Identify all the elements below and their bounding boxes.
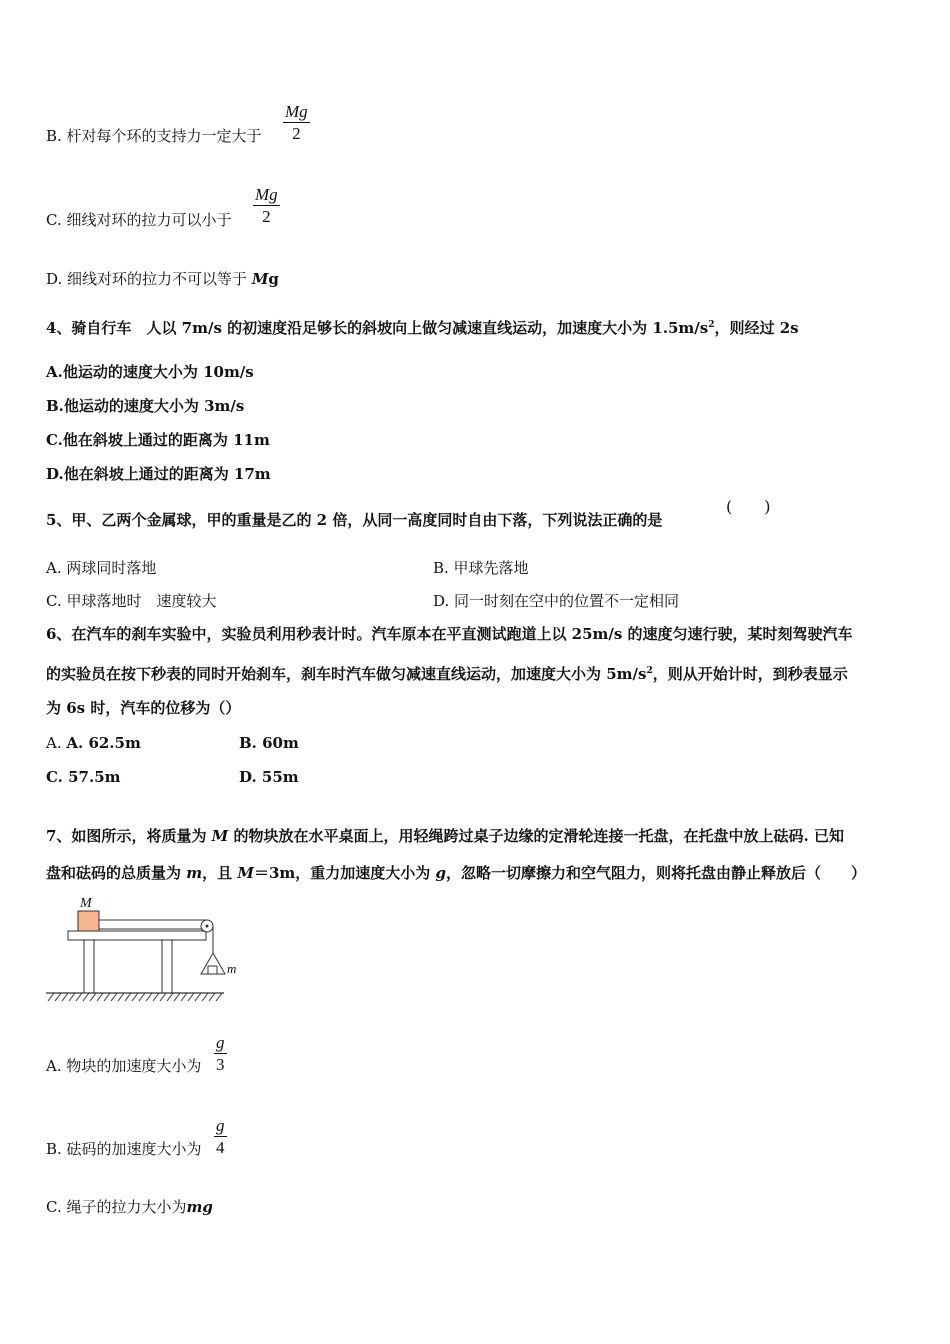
- q5-option-a: A. 两球同时落地: [46, 559, 157, 577]
- q4-stem-text: 4、骑自行车 人以 7m/s 的初速度沿足够长的斜坡向上做匀减速直线运动，加速度大小为 1.5m/s: [46, 319, 709, 337]
- q7-option-a-text: A. 物块的加速度大小为: [46, 1057, 202, 1075]
- fraction-denominator: 2: [292, 124, 301, 143]
- q3-option-b: [46, 126, 262, 146]
- q6-option-b-text: B. 60m: [239, 734, 299, 752]
- q7-stem2-var-m: m: [186, 864, 203, 882]
- q5-answer-paren: ( ): [726, 497, 771, 516]
- q3-option-d-var: M: [251, 270, 269, 288]
- q7-stem-var-M: M: [211, 827, 229, 845]
- q7-stem-text-a: 7、如图所示，将质量为: [46, 827, 212, 845]
- label-M: M: [80, 896, 92, 911]
- q7-stem2-var-M: M: [237, 864, 254, 882]
- fraction-numerator: Mg: [255, 185, 278, 204]
- q3-option-b-text: B. 杆对每个环的支持力一定大于: [46, 127, 262, 145]
- q6-stem-line2-sup: 2: [646, 666, 653, 676]
- q3-option-c-fraction: [253, 185, 280, 228]
- q6-option-d-text: D. 55m: [239, 768, 299, 786]
- q6-option-c: [46, 767, 121, 787]
- table-leg-right: [162, 940, 172, 993]
- fraction-denominator: 4: [216, 1138, 225, 1157]
- q7-stem-line2: [46, 863, 866, 883]
- q7-option-c-text: C. 绳子的拉力大小为: [46, 1198, 187, 1216]
- q5-option-d: D. 同一时刻在空中的位置不一定相同: [433, 592, 680, 610]
- weights: [208, 966, 217, 974]
- q4-option-c: C.他在斜坡上通过的距离为 11m: [46, 431, 270, 449]
- q7-stem2-text-c: ＝3m，重力加速度大小为: [253, 864, 436, 882]
- q4-option-d: D.他在斜坡上通过的距离为 17m: [46, 465, 271, 483]
- q4-option-b: B.他运动的速度大小为 3m/s: [46, 397, 245, 415]
- q6-option-c-text: C. 57.5m: [46, 768, 121, 786]
- q6-stem-line3: 为 6s 时，汽车的位移为（）: [46, 699, 241, 717]
- q5-option-c: C. 甲球落地时 速度较大: [46, 592, 217, 610]
- q7-figure: [44, 893, 254, 1009]
- q6-stem-line1: 6、在汽车的刹车实验中，实验员利用秒表计时。汽车原本在平直测试跑道上以 25m/s 的速度匀速行驶，某时刻驾驶汽车: [46, 625, 853, 643]
- q6-option-b: [239, 733, 299, 753]
- fraction-numerator: g: [216, 1033, 225, 1052]
- table-leg-left: [84, 940, 94, 993]
- q7-option-a-fraction: [214, 1033, 227, 1076]
- q5-stem-text: 5、甲、乙两个金属球，甲的重量是乙的 2 倍，从同一高度同时自由下落，下列说法正确的是: [46, 511, 663, 529]
- fraction-denominator: 3: [216, 1055, 225, 1074]
- fraction-numerator: g: [216, 1116, 225, 1135]
- q7-stem2-var-g: g: [435, 864, 446, 882]
- q3-option-d-text: D. 细线对环的拉力不可以等于: [46, 270, 248, 288]
- q4-stem: [46, 315, 799, 338]
- q7-table-pulley-diagram: [44, 893, 254, 1005]
- q7-option-c-tail: mg: [186, 1198, 213, 1216]
- fraction-denominator: 2: [262, 207, 271, 226]
- q5-stem: [46, 510, 662, 530]
- q3-option-c-text: C. 细线对环的拉力可以小于: [46, 211, 232, 229]
- q7-option-b-text: B. 砝码的加速度大小为: [46, 1140, 202, 1158]
- q6-stem-line2: [46, 661, 848, 684]
- q6-stem-line2-text: 的实验员在按下秒表的同时开始刹车，刹车时汽车做匀减速直线运动，加速度大小为 5m/s: [46, 665, 647, 683]
- q3-option-d: [46, 269, 279, 289]
- q6-option-a-text: A. 62.5m: [66, 734, 141, 752]
- q4-stem-sup: 2: [708, 320, 715, 330]
- q7-option-c: [46, 1197, 213, 1217]
- q7-option-b-fraction: [214, 1116, 227, 1159]
- q6-stem-line2-tail: ，则从开始计时，到秒表显示: [652, 665, 848, 683]
- label-m: m: [227, 961, 237, 976]
- q7-option-a: [46, 1056, 201, 1076]
- q4-stem-tail: ，则经过 2s: [714, 319, 799, 337]
- q6-option-d: [239, 767, 299, 787]
- q7-stem-text-b: 的物块放在水平桌面上，用轻绳跨过桌子边缘的定滑轮连接一托盘，在托盘中放上砝码. 已知: [228, 827, 844, 845]
- block-M: [78, 911, 99, 931]
- q5-option-b: B. 甲球先落地: [433, 559, 529, 577]
- q6-option-a: A. A. 62.5m: [46, 734, 141, 752]
- fraction-numerator: Mg: [285, 102, 308, 121]
- q3-option-d-tail: g: [268, 270, 279, 288]
- q7-stem2-text-b: ，且: [202, 864, 238, 882]
- q3-option-c: [46, 210, 231, 230]
- q7-stem2-text-d: ，忽略一切摩擦力和空气阻力，则将托盘由静止释放后（ ）: [446, 864, 867, 882]
- q7-stem2-text-a: 盘和砝码的总质量为: [46, 864, 187, 882]
- table-top: [68, 931, 206, 940]
- ground-hatching: [48, 993, 222, 1001]
- q7-stem-line1: [46, 826, 844, 846]
- q7-option-b: [46, 1139, 202, 1159]
- q3-option-b-fraction: [283, 102, 310, 145]
- q4-option-a: A.他运动的速度大小为 10m/s: [46, 363, 254, 381]
